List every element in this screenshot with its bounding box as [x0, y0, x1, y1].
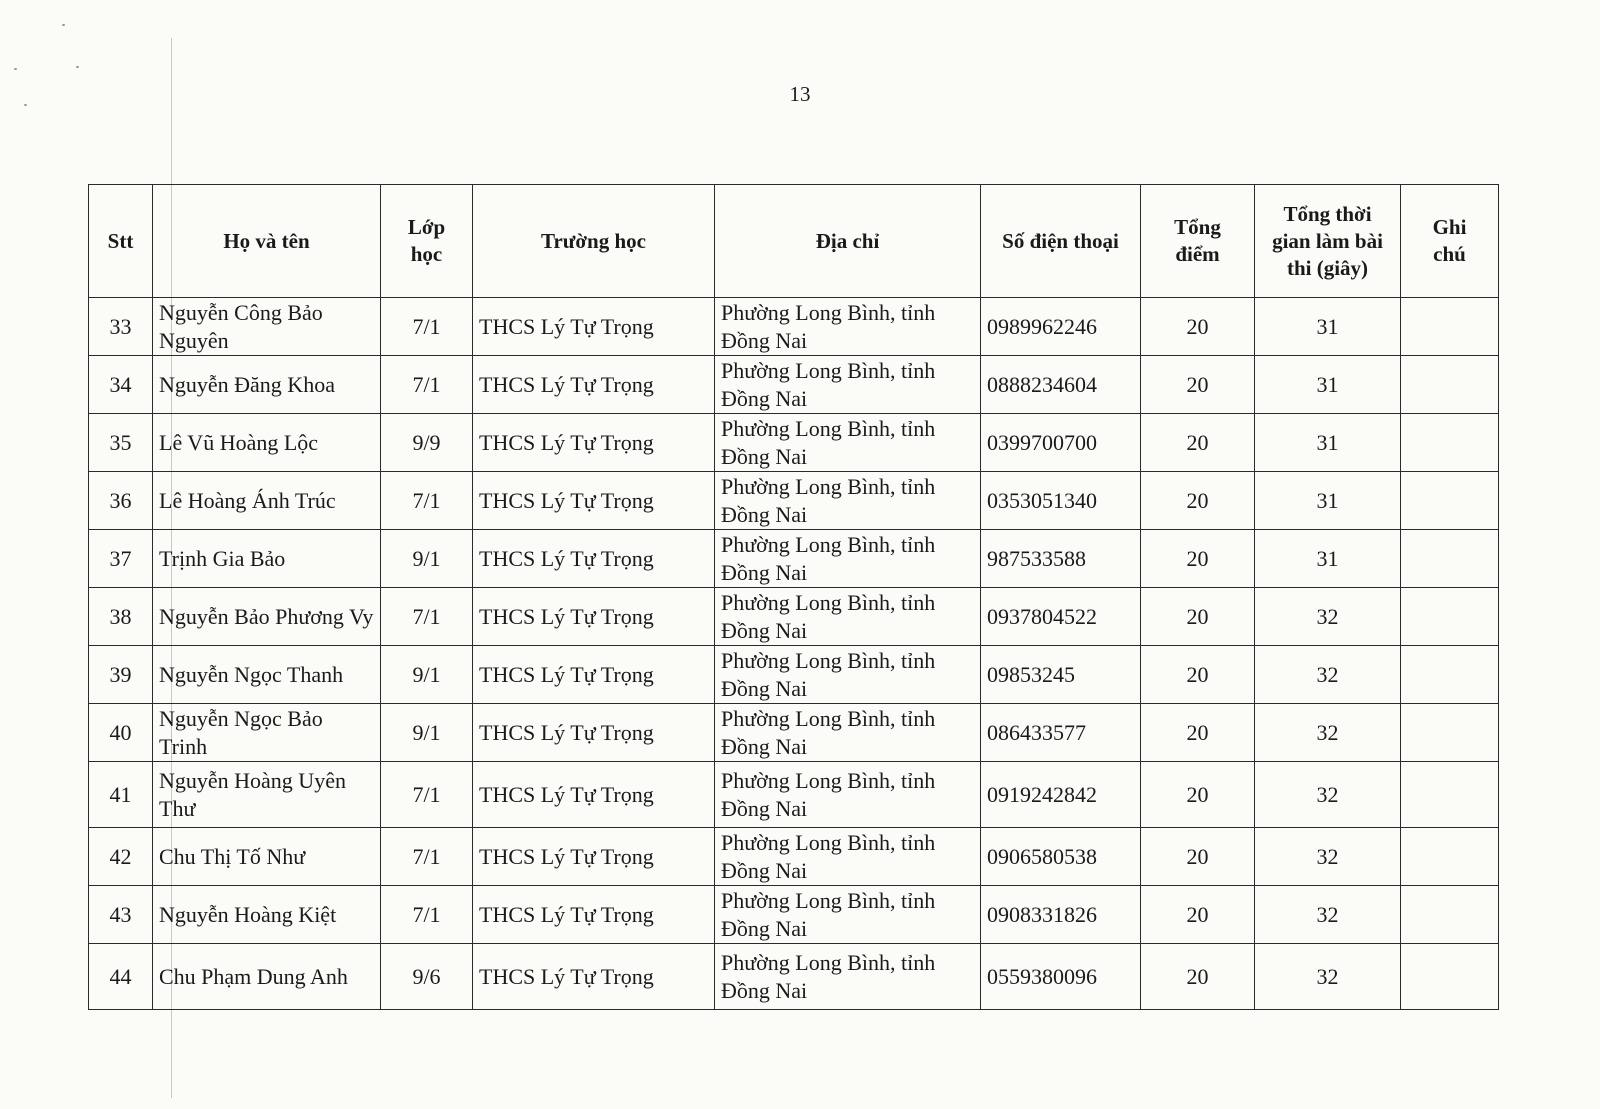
cell-score: 20 [1141, 298, 1255, 356]
cell-address: Phường Long Bình, tỉnh Đồng Nai [715, 414, 981, 472]
header-school: Trường học [473, 185, 715, 298]
cell-address: Phường Long Bình, tỉnh Đồng Nai [715, 298, 981, 356]
cell-address: Phường Long Bình, tỉnh Đồng Nai [715, 944, 981, 1010]
cell-stt: 41 [89, 762, 153, 828]
cell-name: Nguyễn Hoàng Uyên Thư [153, 762, 381, 828]
table-row [89, 886, 1499, 944]
table-row [89, 588, 1499, 646]
cell-address: Phường Long Bình, tỉnh Đồng Nai [715, 588, 981, 646]
cell-name: Lê Vũ Hoàng Lộc [153, 414, 381, 472]
cell-class: 7/1 [381, 886, 473, 944]
cell-name: Nguyễn Hoàng Kiệt [153, 886, 381, 944]
table-row [89, 704, 1499, 762]
cell-school: THCS Lý Tự Trọng [473, 762, 715, 828]
cell-address: Phường Long Bình, tỉnh Đồng Nai [715, 828, 981, 886]
cell-stt: 40 [89, 704, 153, 762]
cell-time: 31 [1255, 472, 1401, 530]
cell-phone: 0906580538 [981, 828, 1141, 886]
cell-class: 9/6 [381, 944, 473, 1010]
cell-phone: 0353051340 [981, 472, 1141, 530]
cell-score: 20 [1141, 944, 1255, 1010]
cell-note [1401, 472, 1499, 530]
cell-score: 20 [1141, 588, 1255, 646]
cell-note [1401, 944, 1499, 1010]
cell-score: 20 [1141, 886, 1255, 944]
cell-phone: 09853245 [981, 646, 1141, 704]
cell-score: 20 [1141, 762, 1255, 828]
cell-name: Nguyễn Công Bảo Nguyên [153, 298, 381, 356]
header-note: Ghi chú [1401, 185, 1499, 298]
cell-note [1401, 414, 1499, 472]
cell-score: 20 [1141, 472, 1255, 530]
cell-school: THCS Lý Tự Trọng [473, 704, 715, 762]
cell-note [1401, 828, 1499, 886]
cell-stt: 36 [89, 472, 153, 530]
cell-class: 7/1 [381, 298, 473, 356]
header-time: Tổng thời gian làm bài thi (giây) [1255, 185, 1401, 298]
header-phone: Số điện thoại [981, 185, 1141, 298]
table-row [89, 762, 1499, 828]
cell-note [1401, 298, 1499, 356]
cell-school: THCS Lý Tự Trọng [473, 298, 715, 356]
cell-time: 32 [1255, 886, 1401, 944]
results-table [88, 184, 1499, 1010]
cell-class: 7/1 [381, 356, 473, 414]
cell-class: 7/1 [381, 762, 473, 828]
cell-phone: 987533588 [981, 530, 1141, 588]
cell-phone: 0399700700 [981, 414, 1141, 472]
scan-speck [14, 68, 17, 70]
cell-address: Phường Long Bình, tỉnh Đồng Nai [715, 646, 981, 704]
cell-note [1401, 886, 1499, 944]
cell-score: 20 [1141, 704, 1255, 762]
table-row [89, 828, 1499, 886]
cell-name: Nguyễn Đăng Khoa [153, 356, 381, 414]
table-row [89, 646, 1499, 704]
cell-stt: 33 [89, 298, 153, 356]
cell-phone: 0908331826 [981, 886, 1141, 944]
page-number: 13 [789, 82, 811, 106]
cell-stt: 42 [89, 828, 153, 886]
cell-phone: 0919242842 [981, 762, 1141, 828]
cell-address: Phường Long Bình, tỉnh Đồng Nai [715, 704, 981, 762]
cell-phone: 086433577 [981, 704, 1141, 762]
cell-phone: 0989962246 [981, 298, 1141, 356]
cell-name: Nguyễn Bảo Phương Vy [153, 588, 381, 646]
cell-time: 31 [1255, 298, 1401, 356]
cell-score: 20 [1141, 414, 1255, 472]
header-class: Lớp học [381, 185, 473, 298]
cell-school: THCS Lý Tự Trọng [473, 472, 715, 530]
cell-time: 32 [1255, 704, 1401, 762]
cell-score: 20 [1141, 530, 1255, 588]
cell-time: 31 [1255, 414, 1401, 472]
cell-address: Phường Long Bình, tỉnh Đồng Nai [715, 356, 981, 414]
cell-school: THCS Lý Tự Trọng [473, 646, 715, 704]
cell-school: THCS Lý Tự Trọng [473, 414, 715, 472]
table-row [89, 530, 1499, 588]
cell-name: Nguyễn Ngọc Thanh [153, 646, 381, 704]
cell-class: 7/1 [381, 588, 473, 646]
cell-stt: 37 [89, 530, 153, 588]
cell-class: 9/1 [381, 530, 473, 588]
cell-note [1401, 704, 1499, 762]
cell-class: 9/9 [381, 414, 473, 472]
cell-note [1401, 530, 1499, 588]
cell-time: 31 [1255, 530, 1401, 588]
cell-time: 32 [1255, 762, 1401, 828]
cell-name: Nguyễn Ngọc Bảo Trinh [153, 704, 381, 762]
cell-name: Chu Phạm Dung Anh [153, 944, 381, 1010]
header-stt: Stt [89, 185, 153, 298]
cell-stt: 38 [89, 588, 153, 646]
table-row [89, 356, 1499, 414]
cell-score: 20 [1141, 828, 1255, 886]
cell-time: 32 [1255, 944, 1401, 1010]
cell-address: Phường Long Bình, tỉnh Đồng Nai [715, 530, 981, 588]
cell-note [1401, 356, 1499, 414]
cell-name: Trịnh Gia Bảo [153, 530, 381, 588]
scan-speck [76, 66, 79, 68]
header-address: Địa chỉ [715, 185, 981, 298]
cell-name: Chu Thị Tố Như [153, 828, 381, 886]
cell-score: 20 [1141, 646, 1255, 704]
cell-school: THCS Lý Tự Trọng [473, 944, 715, 1010]
table-row [89, 944, 1499, 1010]
cell-phone: 0937804522 [981, 588, 1141, 646]
cell-stt: 39 [89, 646, 153, 704]
cell-address: Phường Long Bình, tỉnh Đồng Nai [715, 886, 981, 944]
cell-stt: 44 [89, 944, 153, 1010]
cell-class: 9/1 [381, 646, 473, 704]
cell-time: 31 [1255, 356, 1401, 414]
cell-note [1401, 762, 1499, 828]
cell-stt: 35 [89, 414, 153, 472]
cell-address: Phường Long Bình, tỉnh Đồng Nai [715, 762, 981, 828]
cell-school: THCS Lý Tự Trọng [473, 356, 715, 414]
scan-speck [62, 24, 65, 26]
cell-class: 7/1 [381, 828, 473, 886]
header-name: Họ và tên [153, 185, 381, 298]
cell-phone: 0888234604 [981, 356, 1141, 414]
cell-time: 32 [1255, 828, 1401, 886]
cell-school: THCS Lý Tự Trọng [473, 530, 715, 588]
cell-stt: 34 [89, 356, 153, 414]
cell-class: 9/1 [381, 704, 473, 762]
cell-score: 20 [1141, 356, 1255, 414]
cell-stt: 43 [89, 886, 153, 944]
cell-phone: 0559380096 [981, 944, 1141, 1010]
cell-school: THCS Lý Tự Trọng [473, 886, 715, 944]
table-row [89, 472, 1499, 530]
header-row [89, 185, 1499, 298]
table-body [89, 298, 1499, 1010]
cell-class: 7/1 [381, 472, 473, 530]
cell-time: 32 [1255, 646, 1401, 704]
cell-note [1401, 646, 1499, 704]
table-row [89, 414, 1499, 472]
cell-name: Lê Hoàng Ánh Trúc [153, 472, 381, 530]
table-row [89, 298, 1499, 356]
cell-note [1401, 588, 1499, 646]
header-score: Tổng điểm [1141, 185, 1255, 298]
cell-school: THCS Lý Tự Trọng [473, 588, 715, 646]
cell-school: THCS Lý Tự Trọng [473, 828, 715, 886]
cell-address: Phường Long Bình, tỉnh Đồng Nai [715, 472, 981, 530]
cell-time: 32 [1255, 588, 1401, 646]
